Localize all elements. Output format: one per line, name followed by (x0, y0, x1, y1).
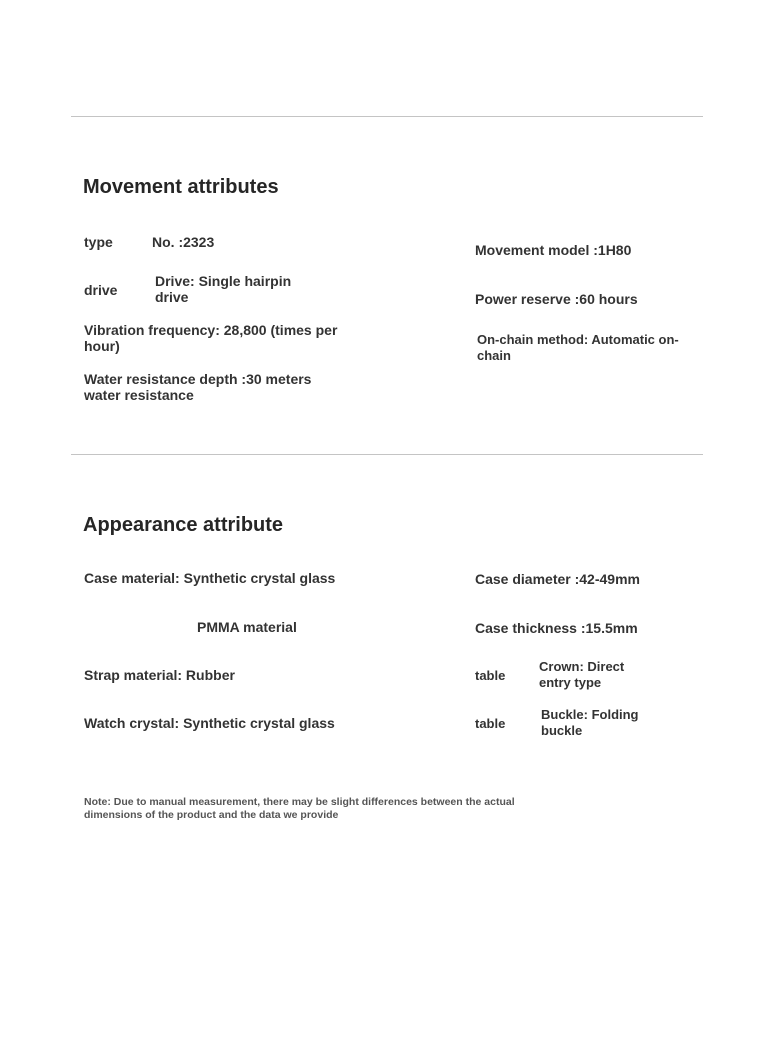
middle-divider (71, 454, 703, 455)
buckle-type: Buckle: Folding buckle (541, 707, 639, 738)
drive-label: drive (84, 282, 118, 298)
crown-type: Crown: Direct entry type (539, 659, 625, 690)
appearance-heading: Appearance attribute (83, 514, 284, 536)
movement-model: Movement model :1H80 (475, 242, 632, 258)
case-material: Case material: Synthetic crystal glass (84, 570, 336, 586)
on-chain-method: On-chain method: Automatic on-chain (477, 332, 679, 363)
power-reserve: Power reserve :60 hours (475, 291, 638, 307)
type-label: type (84, 234, 113, 250)
watch-crystal: Watch crystal: Synthetic crystal glass (84, 715, 335, 731)
drive-value: Drive: Single hairpin drive (155, 273, 292, 305)
strap-material: Strap material: Rubber (84, 667, 235, 683)
case-thickness: Case thickness :15.5mm (475, 620, 638, 636)
movement-heading: Movement attributes (83, 176, 279, 198)
type-value: No. :2323 (152, 234, 215, 250)
measurement-note: Note: Due to manual measurement, there may be slight differences between the actual dimensions of the product and the data we provide (84, 796, 515, 821)
water-resistance: Water resistance depth :30 meters water resistance (84, 371, 312, 403)
case-diameter: Case diameter :42-49mm (475, 571, 640, 587)
vibration-frequency: Vibration frequency: 28,800 (times per hour) (84, 322, 338, 354)
top-divider (71, 116, 703, 117)
table-label-1: table (475, 668, 506, 683)
table-label-2: table (475, 716, 506, 731)
pmma-material: PMMA material (197, 619, 297, 635)
